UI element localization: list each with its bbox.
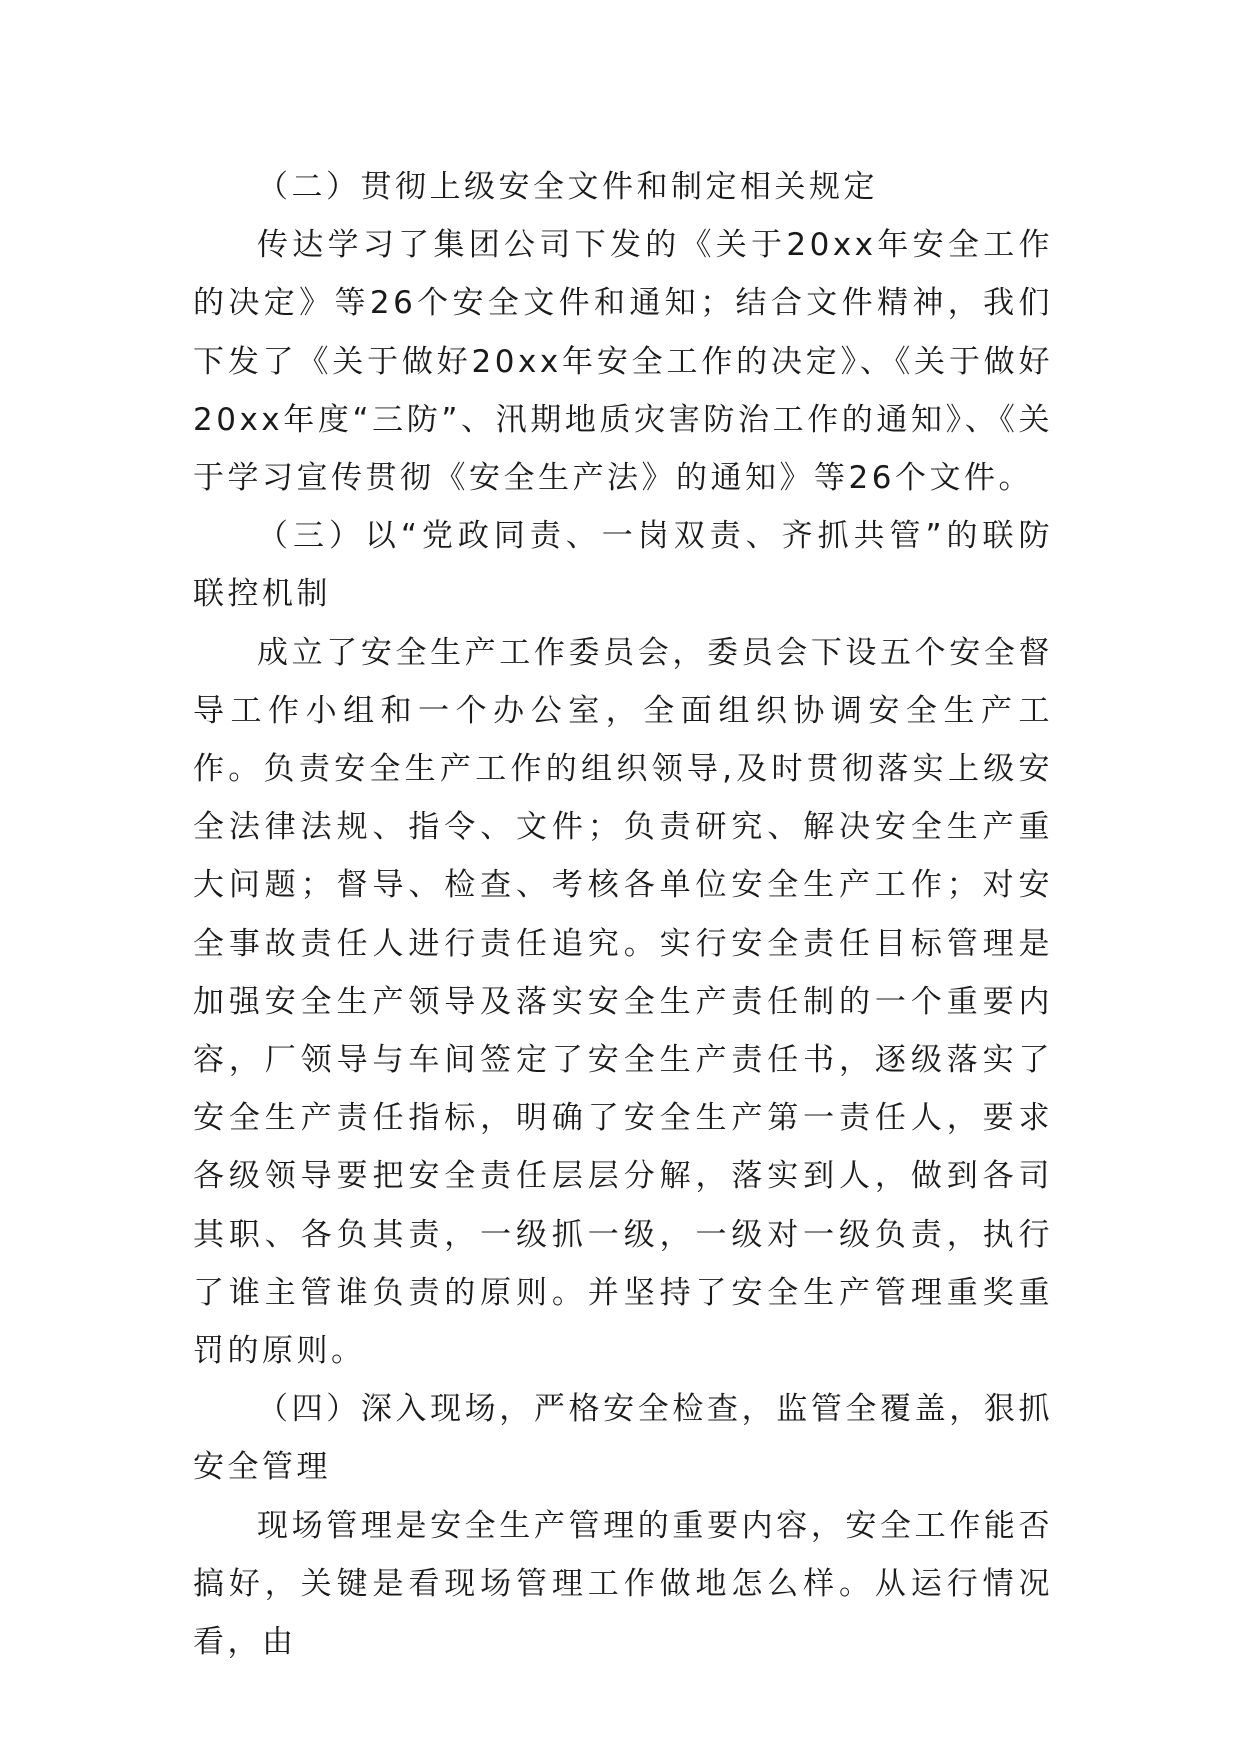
paragraph-committee: 成立了安全生产工作委员会，委员会下设五个安全督导工作小组和一个办公室，全面组织协调安全生产工作。负责安全生产工作的组织领导,及时贯彻落实上级安全法律法规、指令、文件；负责研究、解决安全生产重大问题；督导、检查、考核各单位安全生产工作；对安全事故责任人进行责任追究。实行安全责任目标管理是加强安全生产领导及落实安全生产责任制的一个重要内容，厂领导与车间签定了安全生产责任书，逐级落实了安全生产责任指标，明确了安全生产第一责任人，要求各级领导要把安全责任层层分解，落实到人，做到各司其职、各负其责，一级抓一级，一级对一级负责，执行了谁主管谁负责的原则。并坚持了安全生产管理重奖重罚的原则。 [193, 634, 1053, 1370]
section-heading-4: （四）深入现场，严格安全检查，监管全覆盖，狠抓安全管理 [193, 1391, 1053, 1486]
section-heading-2: （二）贯彻上级安全文件和制定相关规定 [257, 169, 878, 205]
paragraph-site-management: 现场管理是安全生产管理的重要内容，安全工作能否搞好，关键是看现场管理工作做地怎么样。从运行情况看，由 [193, 1507, 1053, 1661]
paragraph-documents: 传达学习了集团公司下发的《关于20xx年安全工作的决定》等26个安全文件和通知；结合文件精神，我们下发了《关于做好20xx年安全工作的决定》、《关于做好20xx年度“三防”、汛期地质灾害防治工作的通知》、《关于学习宣传贯彻《安全生产法》的通知》等26个文件。 [193, 227, 1053, 497]
document-body [193, 158, 1053, 1671]
section-heading-3: （三）以“党政同责、一岗双责、齐抓共管”的联防联控机制 [193, 518, 1053, 613]
